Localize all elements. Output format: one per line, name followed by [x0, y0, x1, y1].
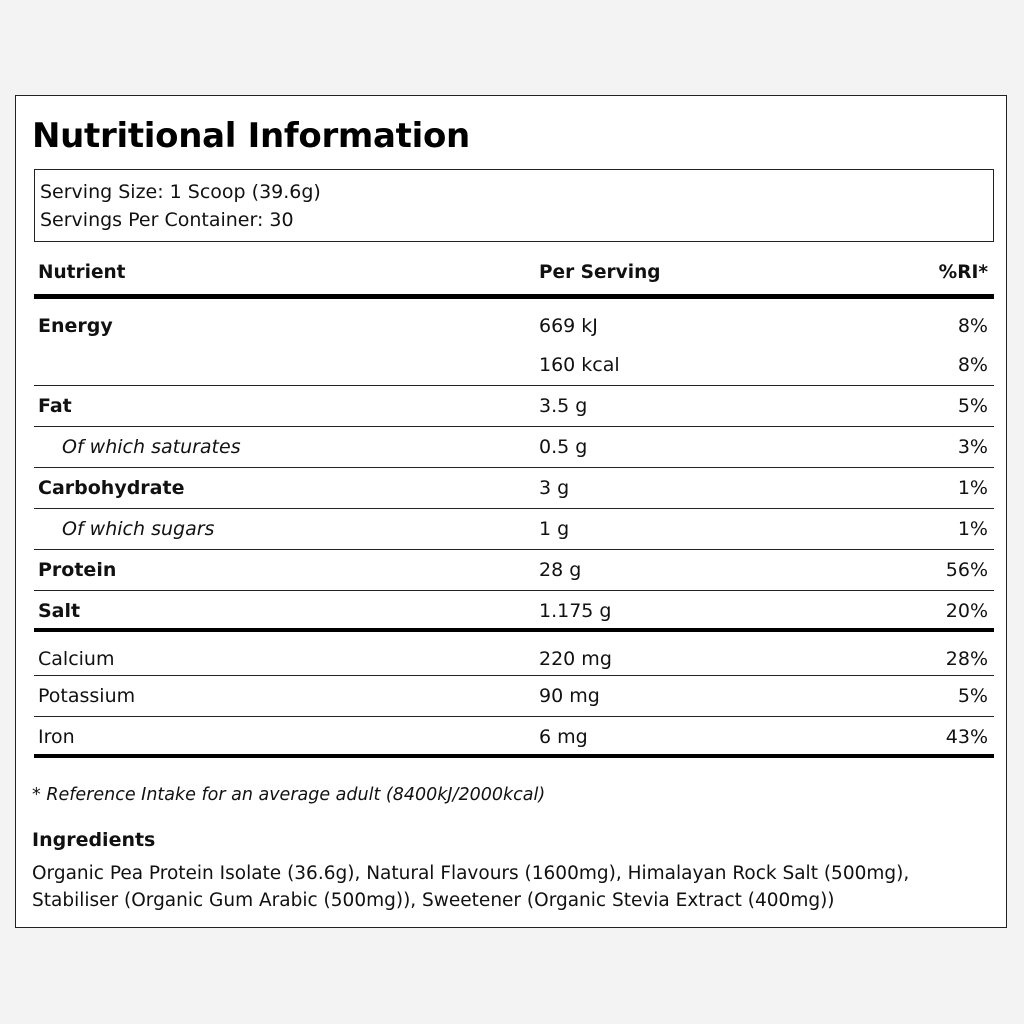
- nutrient-name: Of which sugars: [62, 518, 215, 540]
- per-serving-value: 1 g: [539, 518, 570, 540]
- table-row-sugars: [34, 509, 994, 550]
- table-row-energy: [34, 299, 994, 386]
- ri-value: 5%: [957, 685, 988, 707]
- nutrient-name: Iron: [38, 726, 75, 748]
- per-serving-value: 160 kcal: [539, 354, 620, 376]
- table-row-saturates: [34, 427, 994, 468]
- per-serving-value: 6 mg: [539, 726, 588, 748]
- table-header: [34, 254, 994, 299]
- nutrient-name: Potassium: [38, 685, 136, 707]
- table-row-iron: [34, 717, 994, 758]
- header-ri: %RI*: [938, 262, 988, 283]
- ri-value: 20%: [945, 600, 988, 622]
- per-serving-value: 669 kJ: [539, 315, 598, 337]
- ri-value: 28%: [945, 648, 988, 670]
- ri-value: 5%: [957, 395, 988, 417]
- per-serving-value: 0.5 g: [539, 436, 588, 458]
- table-row-protein: [34, 550, 994, 591]
- ri-value: 1%: [957, 477, 988, 499]
- nutrient-name: Salt: [38, 600, 81, 622]
- per-serving-value: 3 g: [539, 477, 570, 499]
- reference-intake-footnote: * Reference Intake for an average adult (8400kJ/2000kcal): [32, 785, 546, 805]
- serving-size: Serving Size: 1 Scoop (39.6g): [40, 181, 321, 203]
- nutrient-name: Fat: [38, 395, 72, 417]
- table-row-calcium: [34, 632, 994, 676]
- per-serving-value: 1.175 g: [539, 600, 612, 622]
- table-row-potassium: [34, 676, 994, 717]
- table-row-fat: [34, 386, 994, 427]
- header-per-serving: Per Serving: [539, 262, 661, 283]
- page-title: Nutritional Information: [32, 116, 470, 156]
- nutrient-name: Energy: [38, 315, 113, 337]
- ri-value: 43%: [945, 726, 988, 748]
- nutrient-name: Of which saturates: [62, 436, 241, 458]
- ingredients-heading: Ingredients: [32, 829, 156, 851]
- table-row-carbohydrate: [34, 468, 994, 509]
- serving-info-box: [34, 169, 994, 242]
- servings-per-container: Servings Per Container: 30: [40, 209, 294, 231]
- table-row-salt: [34, 591, 994, 632]
- header-nutrient: Nutrient: [38, 262, 126, 283]
- nutrient-name: Carbohydrate: [38, 477, 185, 499]
- per-serving-value: 28 g: [539, 559, 582, 581]
- nutrition-panel: [15, 95, 1007, 928]
- ingredients-list: Organic Pea Protein Isolate (36.6g), Natural Flavours (1600mg), Himalayan Rock Salt (500mg), Stabiliser (Organic Gum Arabic (500mg)), Sweetener (Organic Stevia Extract (400mg)): [32, 863, 910, 911]
- per-serving-value: 90 mg: [539, 685, 600, 707]
- nutrient-name: Protein: [38, 559, 117, 581]
- ri-value: 3%: [957, 436, 988, 458]
- ri-value: 8%: [957, 315, 988, 337]
- per-serving-value: 220 mg: [539, 648, 612, 670]
- ri-value: 56%: [945, 559, 988, 581]
- ri-value: 8%: [957, 354, 988, 376]
- nutrition-table: [34, 254, 994, 758]
- ri-value: 1%: [957, 518, 988, 540]
- nutrient-name: Calcium: [38, 648, 115, 670]
- per-serving-value: 3.5 g: [539, 395, 588, 417]
